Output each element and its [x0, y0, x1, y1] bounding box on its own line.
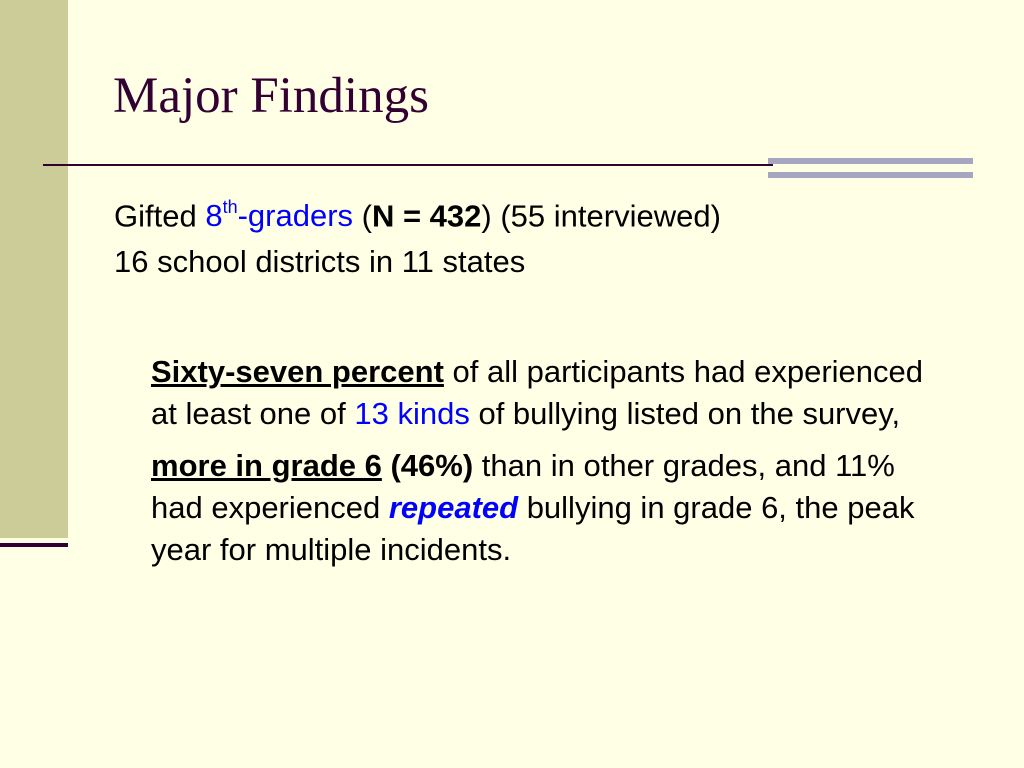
- grade-highlight: 8th-graders: [205, 197, 354, 234]
- bullet-gifted-graders: Gifted 8th-graders (N = 432) (55 interviewed): [114, 197, 721, 234]
- text-gifted: Gifted: [114, 198, 206, 234]
- side-rule: [0, 543, 68, 547]
- sample-size: N = 432: [371, 198, 482, 234]
- bullet-districts: 16 school districts in 11 states: [114, 244, 526, 280]
- decor-bar-bottom: [768, 172, 973, 178]
- repeated-highlight: repeated: [388, 490, 519, 526]
- title-rule: [43, 164, 773, 166]
- kinds-highlight: 13 kinds: [354, 396, 470, 432]
- finding-sixty-seven-percent: Sixty-seven percent of all participants had experienced at least one of 13 kinds of bullying listed on the survey,: [151, 354, 923, 432]
- slide-body: [114, 186, 974, 571]
- finding-grade-six: more in grade 6 (46%) than in other grades, and 11% had experienced repeated bullying in grade 6, the peak year for multiple incidents.: [151, 448, 915, 568]
- decor-bar-top: [768, 158, 973, 164]
- grade-six-percent: (46%): [381, 448, 474, 484]
- finding-lead: Sixty-seven percent: [151, 354, 444, 390]
- grade-six-lead: more in grade 6: [151, 448, 382, 484]
- side-strip: [0, 0, 68, 538]
- slide-title: Major Findings: [113, 68, 429, 124]
